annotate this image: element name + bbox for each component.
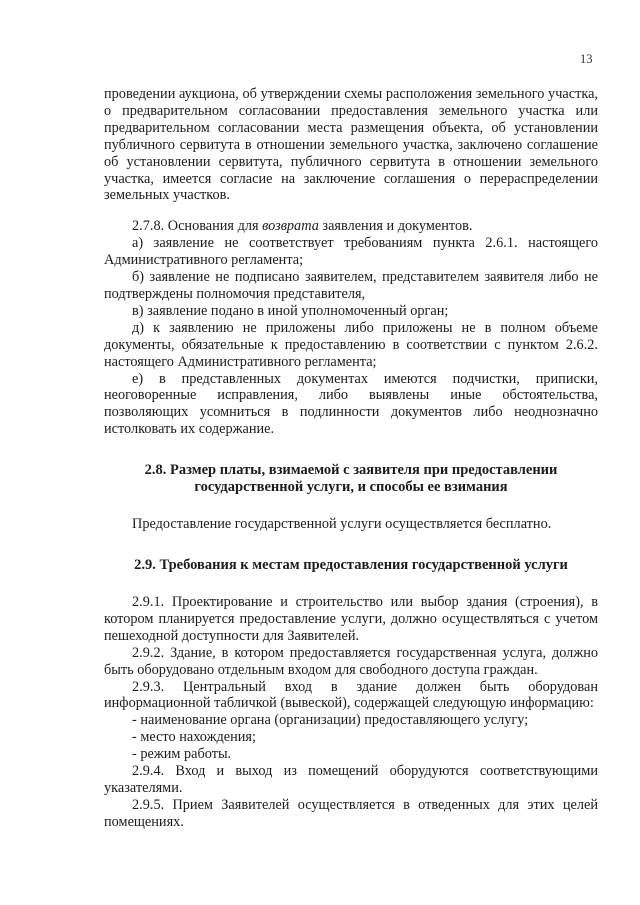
list-item-working-hours: - режим работы. <box>132 746 232 763</box>
paragraph-2-9-5: 2.9.5. Прием Заявителей осуществляется в отведенных для этих целей помещениях. <box>104 796 598 830</box>
paragraph-free-service: Предоставление государственной услуги осуществляется бесплатно. <box>132 516 552 533</box>
list-item-location: - место нахождения; <box>132 729 256 746</box>
paragraph-2-9-3: 2.9.3. Центральный вход в здание должен быть оборудован информационной табличкой (вывеской), содержащей следующую информацию: <box>104 678 598 712</box>
section-heading-2-8 <box>104 462 598 496</box>
paragraph-item-e: е) в представленных документах имеются подчистки, приписки, неоговоренные исправления, либо выявлены иные обстоятельства, позволяющих усомниться в подлинности документов либо неоднозначно истолковать их содержание. <box>104 370 598 438</box>
paragraph-2-7-8-emphasis: возврата <box>262 218 319 235</box>
paragraph-2-9-2: 2.9.2. Здание, в котором предоставляется государственная услуга, должно быть оборудовано отдельным входом для свободного доступа граждан. <box>104 644 598 678</box>
paragraph-item-v: в) заявление подано в иной уполномоченный орган; <box>132 302 449 319</box>
paragraph-2-9-1: 2.9.1. Проектирование и строительство или выбор здания (строения), в котором планируется предоставление услуги, должно осуществляться с учетом пешеходной доступности для Заявителей. <box>104 594 598 644</box>
list-item-organ-name: - наименование органа (организации) предоставляющего услугу; <box>132 712 529 729</box>
paragraph-intro: проведении аукциона, об утверждении схемы расположения земельного участка, о предварительном согласовании предоставления земельного участка или предварительном согласовании места размещения объекта, об установлении публичного сервитута в отношении земельного участка, заключено соглашение об установлении сервитута, публичного сервитута в отношении земельного участка, имеется согласие на заключение соглашения о перераспределении земельных участков. <box>104 86 598 204</box>
paragraph-2-7-8-prefix: 2.7.8. Основания для <box>132 218 263 235</box>
paragraph-item-b: б) заявление не подписано заявителем, представителем заявителя либо не подтверждены полномочия представителя, <box>104 269 598 302</box>
paragraph-2-7-8-suffix: заявления и документов. <box>318 218 473 235</box>
document-body <box>104 86 598 831</box>
section-heading-2-8-line2: государственной услуги, и способы ее взимания <box>194 479 508 496</box>
paragraph-item-a: а) заявление не соответствует требованиям пункта 2.6.1. настоящего Административного регламента; <box>104 235 598 269</box>
page-number: 13 <box>580 52 593 66</box>
paragraph-2-9-4: 2.9.4. Вход и выход из помещений оборудуются соответствующими указателями. <box>104 763 598 796</box>
section-heading-2-8-line1: 2.8. Размер платы, взимаемой с заявителя при предоставлении <box>144 462 558 479</box>
paragraph-2-7-8 <box>104 218 598 235</box>
paragraph-item-d: д) к заявлению не приложены либо приложены не в полном объеме документы, обязательные к предоставлению в соответствии с пунктом 2.6.2. настоящего Административного регламента; <box>104 319 598 370</box>
section-heading-2-9: 2.9. Требования к местам предоставления государственной услуги <box>134 557 568 574</box>
